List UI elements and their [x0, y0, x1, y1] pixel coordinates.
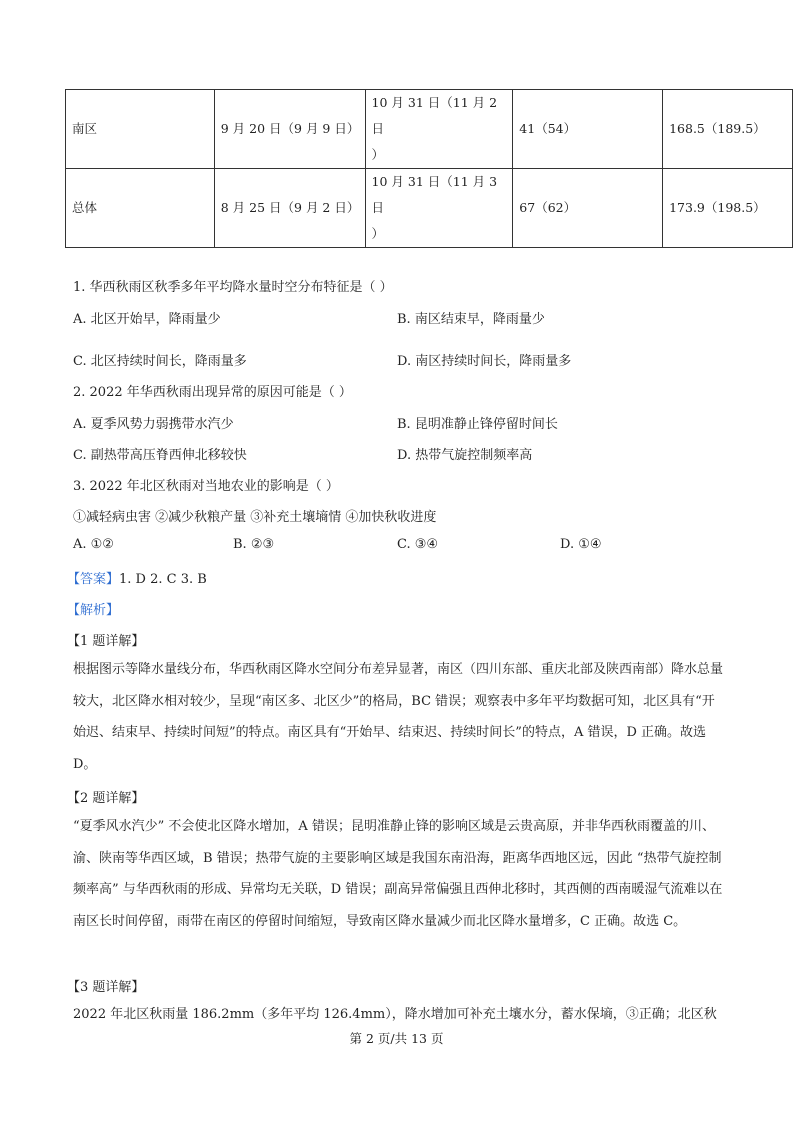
question-2-option-a: A. 夏季风势力弱携带水汽少: [73, 417, 234, 432]
answer-text: 1. D 2. C 3. B: [119, 572, 207, 587]
table-cell-region: 总体: [66, 169, 215, 248]
question-3-option-d: D. ①④: [560, 537, 602, 552]
question-1-option-b: B. 南区结束早，降雨量少: [397, 312, 545, 327]
detail-3-title: 【3 题详解】: [67, 980, 145, 995]
table-cell-rain: 168.5（189.5）: [663, 90, 793, 169]
question-2-option-d: D. 热带气旋控制频率高: [397, 448, 533, 463]
question-1-option-c: C. 北区持续时间长，降雨量多: [73, 354, 247, 369]
data-table: [65, 89, 793, 248]
table-cell-end: 10 月 31 日（11 月 3 日 ）: [365, 169, 513, 248]
detail-2-title: 【2 题详解】: [67, 791, 145, 806]
question-3-statements: ①减轻病虫害 ②减少秋粮产量 ③补充土壤墒情 ④加快秋收进度: [73, 510, 437, 525]
table-row: [66, 90, 793, 169]
table-cell-days: 67（62）: [513, 169, 663, 248]
question-1-stem: 1. 华西秋雨区秋季多年平均降水量时空分布特征是（ ）: [73, 280, 393, 295]
question-3-option-c: C. ③④: [397, 537, 439, 552]
question-1-option-d: D. 南区持续时间长，降雨量多: [397, 354, 572, 369]
detail-2-text: “夏季风水汽少” 不会使北区降水增加，A 错误；昆明准静止锋的影响区域是云贵高原，并非华西秋雨覆盖的川、渝、陕南等华西区域，B 错误；热带气旋的主要影响区域是我国东南沿海，距离华西地区远，因此 “热带气旋控制频率高” 与华西秋雨的形成、异常均无关联，D 错误；副高异常偏强且西伸北移时，其西侧的西南暖湿气流难以在南区长时间停留，雨带在南区的停留时间缩短，导致南区降水量减少而北区降水量增多，C 正确。故选 C。: [73, 819, 723, 929]
table-cell-end: 10 月 31 日（11 月 2 日 ）: [365, 90, 513, 169]
detail-1-text: 根据图示等降水量线分布，华西秋雨区降水空间分布差异显著，南区（四川东部、重庆北部及陕西南部）降水总量较大，北区降水相对较少，呈现“南区多、北区少”的格局，BC 错误；观察表中多年平均数据可知，北区具有“开始迟、结束早、持续时间短”的特点。南区具有“开始早、结束迟、持续时间长”的特点，A 错误，D 正确。故选 D。: [73, 662, 724, 772]
table-cell-region: 南区: [66, 90, 215, 169]
table-cell-start: 8 月 25 日（9 月 2 日）: [214, 169, 365, 248]
page-footer: 第 2 页/共 13 页: [349, 1031, 444, 1046]
question-3-option-a: A. ①②: [73, 537, 114, 552]
question-2-option-b: B. 昆明准静止锋停留时间长: [397, 417, 558, 432]
detail-1-title: 【1 题详解】: [67, 634, 145, 649]
question-2-option-c: C. 副热带高压脊西伸北移较快: [73, 448, 247, 463]
table-cell-start: 9 月 20 日（9 月 9 日）: [214, 90, 365, 169]
detail-3-text: 2022 年北区秋雨量 186.2mm（多年平均 126.4mm），降水增加可补充土壤水分，蓄水保墒，③正确；北区秋: [73, 1007, 717, 1022]
question-1-option-a: A. 北区开始早，降雨量少: [73, 312, 221, 327]
answer-tag: 【答案】: [67, 572, 120, 587]
table-row: [66, 169, 793, 248]
table-cell-rain: 173.9（198.5）: [663, 169, 793, 248]
question-2-stem: 2. 2022 年华西秋雨出现异常的原因可能是（ ）: [73, 385, 352, 400]
question-3-stem: 3. 2022 年北区秋雨对当地农业的影响是（ ）: [73, 479, 339, 494]
question-3-option-b: B. ②③: [233, 537, 275, 552]
answer-line: [67, 568, 207, 587]
table-cell-days: 41（54）: [513, 90, 663, 169]
analysis-tag: 【解析】: [67, 603, 120, 618]
